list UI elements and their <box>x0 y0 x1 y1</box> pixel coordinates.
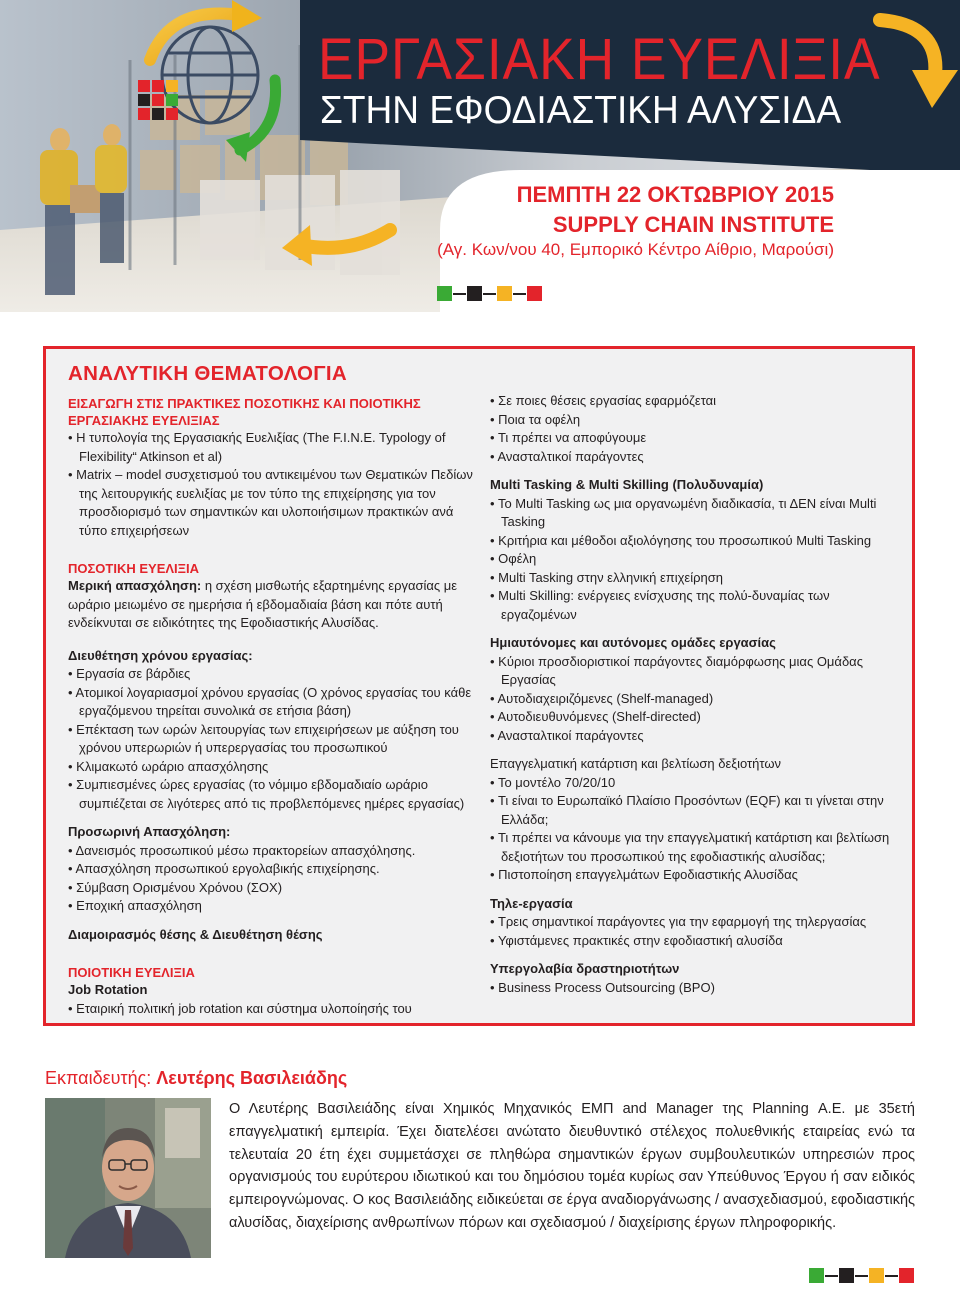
list-item: • Ανασταλτικοί παράγοντες <box>490 727 900 746</box>
event-address: (Αγ. Κων/νου 40, Εμπορικό Κέντρο Αίθριο, Μαρούσι) <box>437 240 834 259</box>
green-square <box>809 1268 824 1283</box>
list-item: • Υφιστάμενες πρακτικές στην εφοδιαστική αλυσίδα <box>490 932 900 951</box>
trainer-name: Λευτέρης Βασιλειάδης <box>156 1068 348 1088</box>
trainer-portrait-image <box>45 1098 211 1258</box>
part-time-paragraph <box>68 577 478 633</box>
outsourcing-list <box>490 979 900 998</box>
intro-heading: ΕΙΣΑΓΩΓΗ ΣΤΙΣ ΠΡΑΚΤΙΚΕΣ ΠΟΣΟΤΙΚΗΣ ΚΑΙ ΠΟΙΟΤΙΚΗΣ ΕΡΓΑΣΙΑΚΗΣ ΕΥΕΛΙΞΙΑΣ <box>68 396 421 428</box>
multi-tasking-list <box>490 495 900 625</box>
right-column <box>490 392 900 997</box>
list-item: • Εργασία σε βάρδιες <box>68 665 478 684</box>
outsourcing-heading: Υπεργολαβία δραστηριοτήτων <box>490 961 680 976</box>
list-item: • Το μοντέλο 70/20/10 <box>490 774 900 793</box>
job-sharing-heading: Διαμοιρασμός θέσης & Διευθέτηση θέσης <box>68 926 323 942</box>
list-item: • Αυτοδιευθυνόμενες (Shelf-directed) <box>490 708 900 727</box>
event-date: ΠΕΜΠΤΗ 22 ΟΚΤΩΒΡΙΟΥ 2015 <box>516 182 834 207</box>
hero-banner <box>0 0 960 312</box>
list-item: • Οφέλη <box>490 550 900 569</box>
list-item: • Το Multi Tasking ως μια οργανωμένη διαδικασία, τι ΔΕΝ είναι Multi Tasking <box>490 495 900 532</box>
multi-tasking-heading: Multi Tasking & Multi Skilling (Πολυδυναμία) <box>490 477 764 492</box>
title-line-2: ΣΤΗΝ ΕΦΟΔΙΑΣΤΙΚΗ ΑΛΥΣΙΔΑ <box>320 89 842 132</box>
temporary-employment-heading: Προσωρινή Απασχόληση: <box>68 824 231 839</box>
list-item: • Πιστοποίηση επαγγελμάτων Εφοδιαστικής Αλυσίδας <box>490 866 900 885</box>
yellow-square <box>497 286 512 301</box>
training-list <box>490 774 900 885</box>
list-item: • Κύριοι προσδιοριστικοί παράγοντες διαμόρφωσης μιας Ομάδας Εργασίας <box>490 653 900 690</box>
list-item: • Τι είναι το Ευρωπαϊκό Πλαίσιο Προσόντων (EQF) και τι γίνεται στην Ελλάδα; <box>490 792 900 829</box>
yellow-square <box>869 1268 884 1283</box>
connector-line <box>513 293 526 295</box>
list-item: • Η τυπολογία της Εργασιακής Ευελιξίας (The F.I.N.E. Typology of Flexibility“ Atkinson et al) <box>68 429 478 466</box>
trainer-bio: Ο Λευτέρης Βασιλειάδης είναι Χημικός Μηχανικός ΕΜΠ and Manager της Planning Α.Ε. με 35ετή επαγγελματική εμπειρία. Έχει διατελέσει ανώτατο διευθυντικό στέλεχος πολυεθνικής εταιρείας ενώ τα τελευταία 20 έτη έχει συμμετάσχει σε πληθώρα σημαντικών έργων συμβουλευτικών υπηρεσιών προς οργανισμούς του ευρύτερου ιδιωτικού και του δημόσιου τομέα κυρίως σαν Υπεύθυνος Έργου ή σαν ειδικός εμπειρογνώμονας. Ο κος Βασιλειάδης ειδικεύεται σε έργα αναδιοργάνωσης / ανασχεδιασμού, εφοδιαστικής αλυσίδας, διαχείρισης ανθρωπίνων πόρων και σχεδιασμού / διαχείρισης έργων πληροφορικής. <box>229 1101 915 1231</box>
list-item: • Επέκταση των ωρών λειτουργίας των επιχειρήσεων με αύξηση του χρόνου υπερωριών ή υπερεργασίας του προσωπικού <box>68 721 478 758</box>
black-square <box>467 286 482 301</box>
job-rotation-heading: Job Rotation <box>68 982 148 997</box>
quantitative-heading: ΠΟΣΟΤΙΚΗ ΕΥΕΛΙΞΙΑ <box>68 561 200 576</box>
list-item: • Αυτοδιαχειριζόμενες (Shelf-managed) <box>490 690 900 709</box>
telework-list <box>490 913 900 950</box>
connector-line <box>855 1275 868 1277</box>
list-item: • Εποχική απασχόληση <box>68 897 478 916</box>
list-item: • Δανεισμός προσωπικού μέσω πρακτορείων απασχόλησης. <box>68 842 478 861</box>
connector-line <box>825 1275 838 1277</box>
red-square <box>899 1268 914 1283</box>
analytic-topics-title: ΑΝΑΛΥΤΙΚΗ ΘΕΜΑΤΟΛΟΓΙΑ <box>68 362 347 385</box>
list-item: • Κριτήρια και μέθοδοι αξιολόγησης του προσωπικού Multi Tasking <box>490 532 900 551</box>
list-item: • Κλιμακωτό ωράριο απασχόλησης <box>68 758 478 777</box>
part-time-text: η σχέση μισθωτής εξαρτημένης εργασίας με ωράριο μειωμένο σε ημερήσια ή εβδομαδιαία βάση και πότε αυτή ενδείκνυται σε ειδικότητες της Εφοδιαστικής Αλυσίδας. <box>68 578 458 630</box>
topics-box <box>43 346 915 1026</box>
left-column <box>68 361 478 1018</box>
green-square <box>437 286 452 301</box>
list-item: • Matrix – model συσχετισμού του αντικειμένου των Θεματικών Πεδίων της λειτουργικής ευελιξίας με τον τύπο της επιχείρησης για τον προσδιορισμό των σημαντικών και υλοποιήσιμων πρακτικών ανά τύπο επιχειρήσεων <box>68 466 478 540</box>
list-item: • Τι πρέπει να κάνουμε για την επαγγελματική κατάρτιση και βελτίωση δεξιοτήτων του προσωπικού της εφοδιαστικής αλυσίδας; <box>490 829 900 866</box>
list-item: • Τρεις σημαντικοί παράγοντες για την εφαρμογή της τηλεργασίας <box>490 913 900 932</box>
job-rotation-list <box>68 1000 478 1019</box>
connector-line <box>453 293 466 295</box>
color-squares-decoration <box>436 286 543 301</box>
intro-list <box>68 429 478 540</box>
time-arrangement-list <box>68 665 478 813</box>
list-item: • Εταιρική πολιτική job rotation και σύστημα υλοποίησής του <box>68 1000 478 1019</box>
footer-color-squares <box>808 1268 915 1283</box>
connector-line <box>483 293 496 295</box>
black-square <box>839 1268 854 1283</box>
red-square <box>527 286 542 301</box>
title-line-1: ΕΡΓΑΣΙΑΚΗ ΕΥΕΛΙΞΙΑ <box>318 27 881 92</box>
list-item: • Τι πρέπει να αποφύγουμε <box>490 429 900 448</box>
list-item: • Σε ποιες θέσεις εργασίας εφαρμόζεται <box>490 392 900 411</box>
connector-line <box>885 1275 898 1277</box>
list-item: • Συμπιεσμένες ώρες εργασίας (το νόμιμο εβδομαδιαίο ωράριο συμπιέζεται σε λιγότερες από τις προβλεπόμενες ημέρες εργασίας) <box>68 776 478 813</box>
list-item: • Ατομικοί λογαριασμοί χρόνου εργασίας (Ο χρόνος εργασίας του κάθε εργαζόμενου τηρείται συνολικά σε ετήσια βάση) <box>68 684 478 721</box>
part-time-label: Μερική απασχόληση: <box>68 578 202 593</box>
temporary-employment-list <box>68 842 478 916</box>
list-item: • Απασχόληση προσωπικού εργολαβικής επιχείρησης. <box>68 860 478 879</box>
telework-heading: Τηλε-εργασία <box>490 895 573 911</box>
trainer-label: Εκπαιδευτής: <box>45 1068 152 1088</box>
qualitative-heading: ΠΟΙΟΤΙΚΗ ΕΥΕΛΙΞΙΑ <box>68 965 195 980</box>
list-item: • Σύμβαση Ορισμένου Χρόνου (ΣΟΧ) <box>68 879 478 898</box>
trainer-photo <box>45 1098 211 1258</box>
work-teams-list <box>490 653 900 746</box>
list-item: • Multi Tasking στην ελληνική επιχείρηση <box>490 569 900 588</box>
list-item: • Ανασταλτικοί παράγοντες <box>490 448 900 467</box>
trainer-heading <box>45 1068 347 1089</box>
list-item: • Multi Skilling: ενέργειες ενίσχυσης της πολύ-δυναμίας των εργαζομένων <box>490 587 900 624</box>
training-heading: Επαγγελματική κατάρτιση και βελτίωση δεξιοτήτων <box>490 756 781 771</box>
list-item: • Business Process Outsourcing (BPO) <box>490 979 900 998</box>
event-institute: SUPPLY CHAIN INSTITUTE <box>552 212 834 237</box>
work-teams-heading: Ημιαυτόνομες και αυτόνομες ομάδες εργασίας <box>490 635 776 650</box>
list-item: • Ποια τα οφέλη <box>490 411 900 430</box>
time-arrangement-heading: Διευθέτηση χρόνου εργασίας: <box>68 647 253 663</box>
job-rotation-sublist <box>490 392 900 466</box>
